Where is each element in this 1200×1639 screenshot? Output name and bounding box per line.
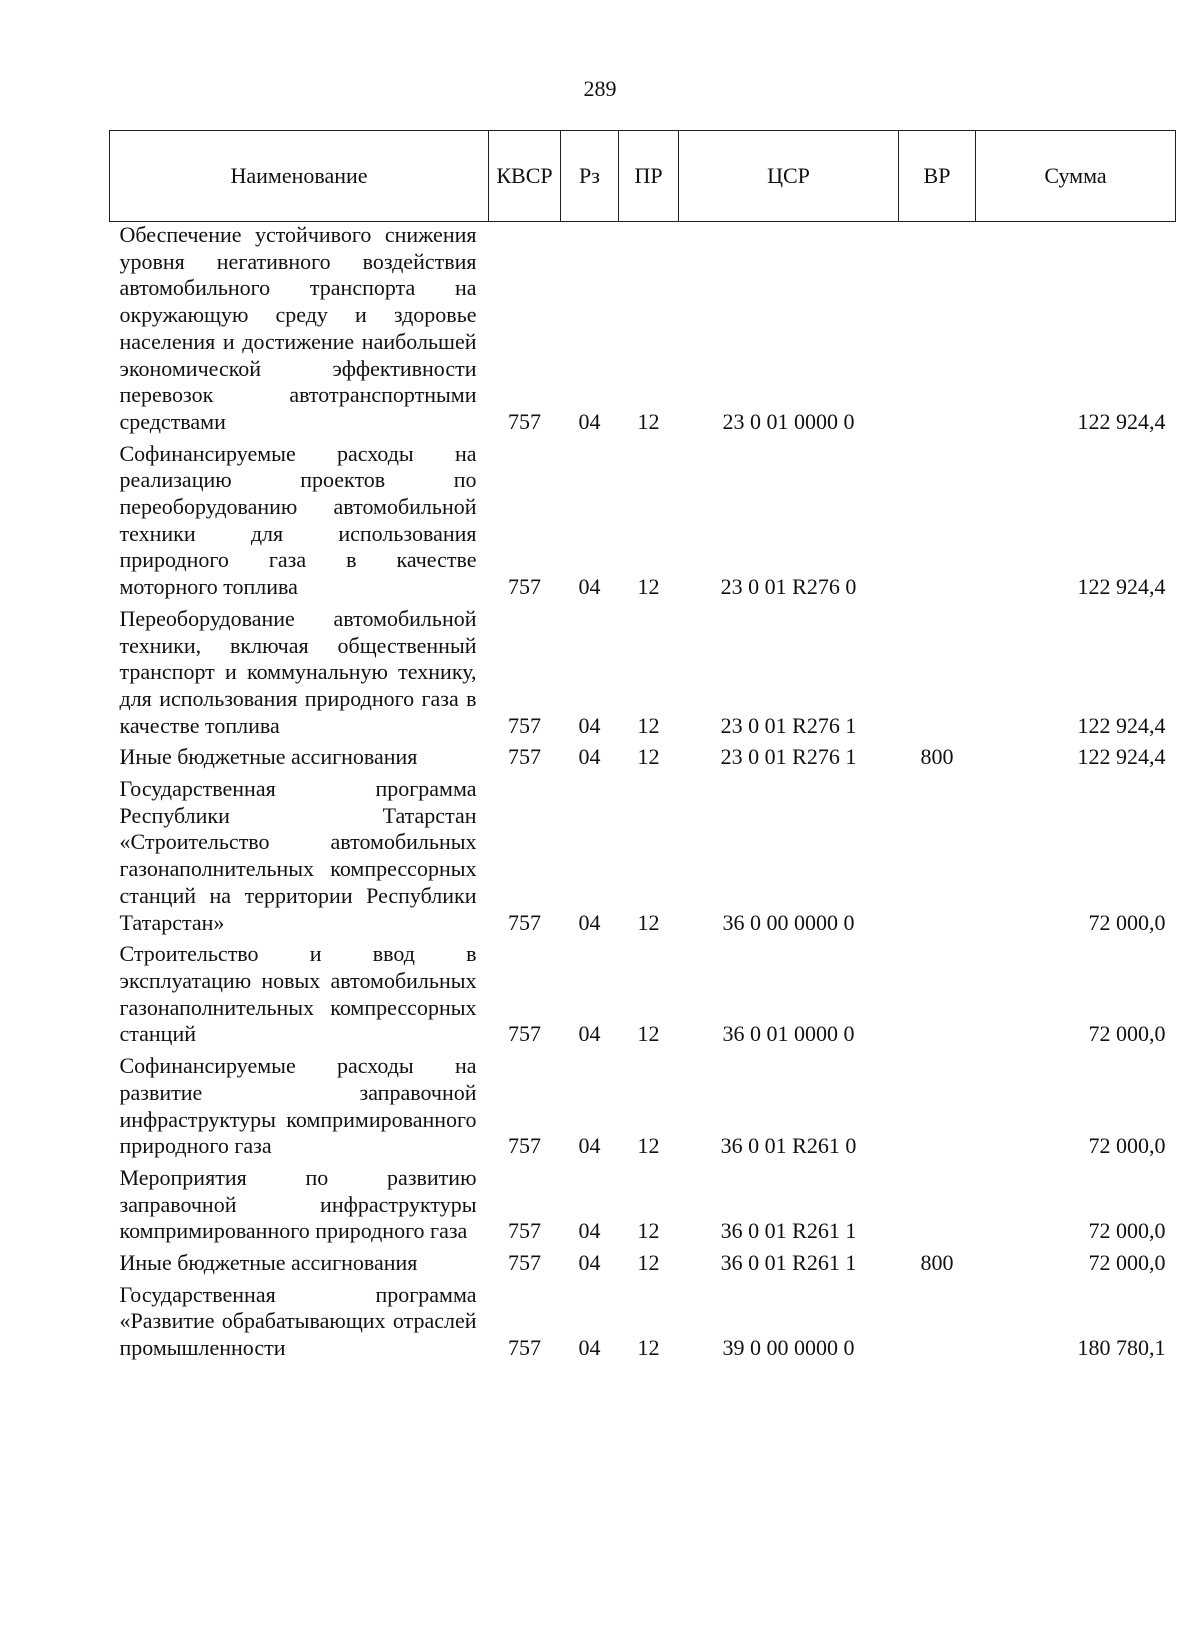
row-pr: 12 <box>637 1021 660 1047</box>
row-sum: 72 000,0 <box>1088 1250 1166 1276</box>
row-rz: 04 <box>578 744 601 770</box>
row-vr <box>899 940 976 1052</box>
row-vr <box>899 775 976 940</box>
row-name: Государственная программа «Развитие обрабатывающих отраслей промышленности <box>119 1281 477 1361</box>
row-sum: 72 000,0 <box>1088 1218 1166 1244</box>
row-csr: 36 0 01 R261 0 <box>720 1133 857 1159</box>
row-vr: 800 <box>920 1250 954 1276</box>
table-row <box>110 1164 1176 1249</box>
row-rz: 04 <box>578 1021 601 1047</box>
row-vr <box>899 1281 976 1366</box>
header-csr: ЦСР <box>679 131 899 222</box>
row-kvsr: 757 <box>508 408 541 434</box>
row-vr <box>899 1164 976 1249</box>
row-sum: 180 780,1 <box>1077 1335 1166 1361</box>
table-row <box>110 775 1176 940</box>
row-vr <box>899 222 976 440</box>
row-sum: 122 924,4 <box>1077 712 1166 738</box>
row-pr: 12 <box>637 1133 660 1159</box>
row-rz: 04 <box>578 1335 601 1361</box>
header-sum: Сумма <box>976 131 1176 222</box>
row-rz: 04 <box>578 574 601 600</box>
row-pr: 12 <box>637 574 660 600</box>
row-rz: 04 <box>578 1218 601 1244</box>
header-name: Наименование <box>110 131 489 222</box>
row-sum: 72 000,0 <box>1088 1021 1166 1047</box>
row-name: Иные бюджетные ассигнования <box>119 744 418 770</box>
row-name: Мероприятия по развитию заправочной инфраструктуры компримированного природного газа <box>119 1164 477 1244</box>
row-name: Софинансируемые расходы на реализацию проектов по переоборудованию автомобильной техники для использования природного газа в качестве моторного топлива <box>119 440 477 600</box>
row-pr: 12 <box>637 1250 660 1276</box>
row-rz: 04 <box>578 408 601 434</box>
budget-table <box>109 130 1176 1366</box>
row-kvsr: 757 <box>508 712 541 738</box>
row-name: Государственная программа Республики Татарстан «Строительство автомобильных газонаполнительных компрессорных станций на территории Республики Татарстан» <box>119 776 477 935</box>
table-row <box>110 605 1176 744</box>
row-csr: 36 0 00 0000 0 <box>722 909 855 935</box>
row-kvsr: 757 <box>508 574 541 600</box>
row-name: Строительство и ввод в эксплуатацию новых автомобильных газонаполнительных компрессорных станций <box>119 941 477 1047</box>
row-name: Иные бюджетные ассигнования <box>119 1250 418 1276</box>
row-csr: 36 0 01 R261 1 <box>720 1218 857 1244</box>
page-number: 289 <box>583 76 617 101</box>
row-kvsr: 757 <box>508 1335 541 1361</box>
row-csr: 23 0 01 0000 0 <box>722 408 855 434</box>
row-vr <box>899 440 976 605</box>
row-csr: 39 0 00 0000 0 <box>722 1335 855 1361</box>
header-vr: ВР <box>899 131 976 222</box>
table-row <box>110 440 1176 605</box>
row-csr: 36 0 01 R261 1 <box>720 1250 857 1276</box>
row-kvsr: 757 <box>508 1218 541 1244</box>
table-row <box>110 940 1176 1052</box>
row-name: Софинансируемые расходы на развитие заправочной инфраструктуры компримированного природного газа <box>119 1053 477 1159</box>
row-pr: 12 <box>637 1218 660 1244</box>
row-csr: 36 0 01 0000 0 <box>722 1021 855 1047</box>
row-sum: 122 924,4 <box>1077 408 1166 434</box>
table-row <box>110 1249 1176 1281</box>
row-rz: 04 <box>578 909 601 935</box>
header-rz: Рз <box>561 131 619 222</box>
row-vr: 800 <box>920 744 954 770</box>
row-kvsr: 757 <box>508 744 541 770</box>
row-pr: 12 <box>637 712 660 738</box>
row-kvsr: 757 <box>508 909 541 935</box>
row-kvsr: 757 <box>508 1250 541 1276</box>
header-pr: ПР <box>619 131 679 222</box>
row-pr: 12 <box>637 909 660 935</box>
row-kvsr: 757 <box>508 1133 541 1159</box>
row-vr <box>899 1052 976 1164</box>
row-name: Обеспечение устойчивого снижения уровня негативного воздействия автомобильного транспорта на окружающую среду и здоровье населения и достижение наибольшей экономической эффективности перевозок автотранспортными средствами <box>119 222 477 434</box>
row-rz: 04 <box>578 1133 601 1159</box>
row-name: Переоборудование автомобильной техники, включая общественный транспорт и коммунальную технику, для использования природного газа в качестве топлива <box>119 605 477 738</box>
row-sum: 122 924,4 <box>1077 574 1166 600</box>
row-kvsr: 757 <box>508 1021 541 1047</box>
table-row <box>110 1281 1176 1366</box>
table-row <box>110 1052 1176 1164</box>
table-header-row <box>110 131 1176 222</box>
row-sum: 122 924,4 <box>1077 744 1166 770</box>
row-rz: 04 <box>578 1250 601 1276</box>
row-vr <box>899 605 976 744</box>
row-csr: 23 0 01 R276 0 <box>720 574 857 600</box>
table-row <box>110 743 1176 775</box>
header-kvsr: КВСР <box>489 131 561 222</box>
row-sum: 72 000,0 <box>1088 909 1166 935</box>
row-csr: 23 0 01 R276 1 <box>720 712 857 738</box>
row-pr: 12 <box>637 744 660 770</box>
row-rz: 04 <box>578 712 601 738</box>
row-pr: 12 <box>637 408 660 434</box>
table-row <box>110 222 1176 440</box>
row-sum: 72 000,0 <box>1088 1133 1166 1159</box>
row-csr: 23 0 01 R276 1 <box>720 744 857 770</box>
row-pr: 12 <box>637 1335 660 1361</box>
